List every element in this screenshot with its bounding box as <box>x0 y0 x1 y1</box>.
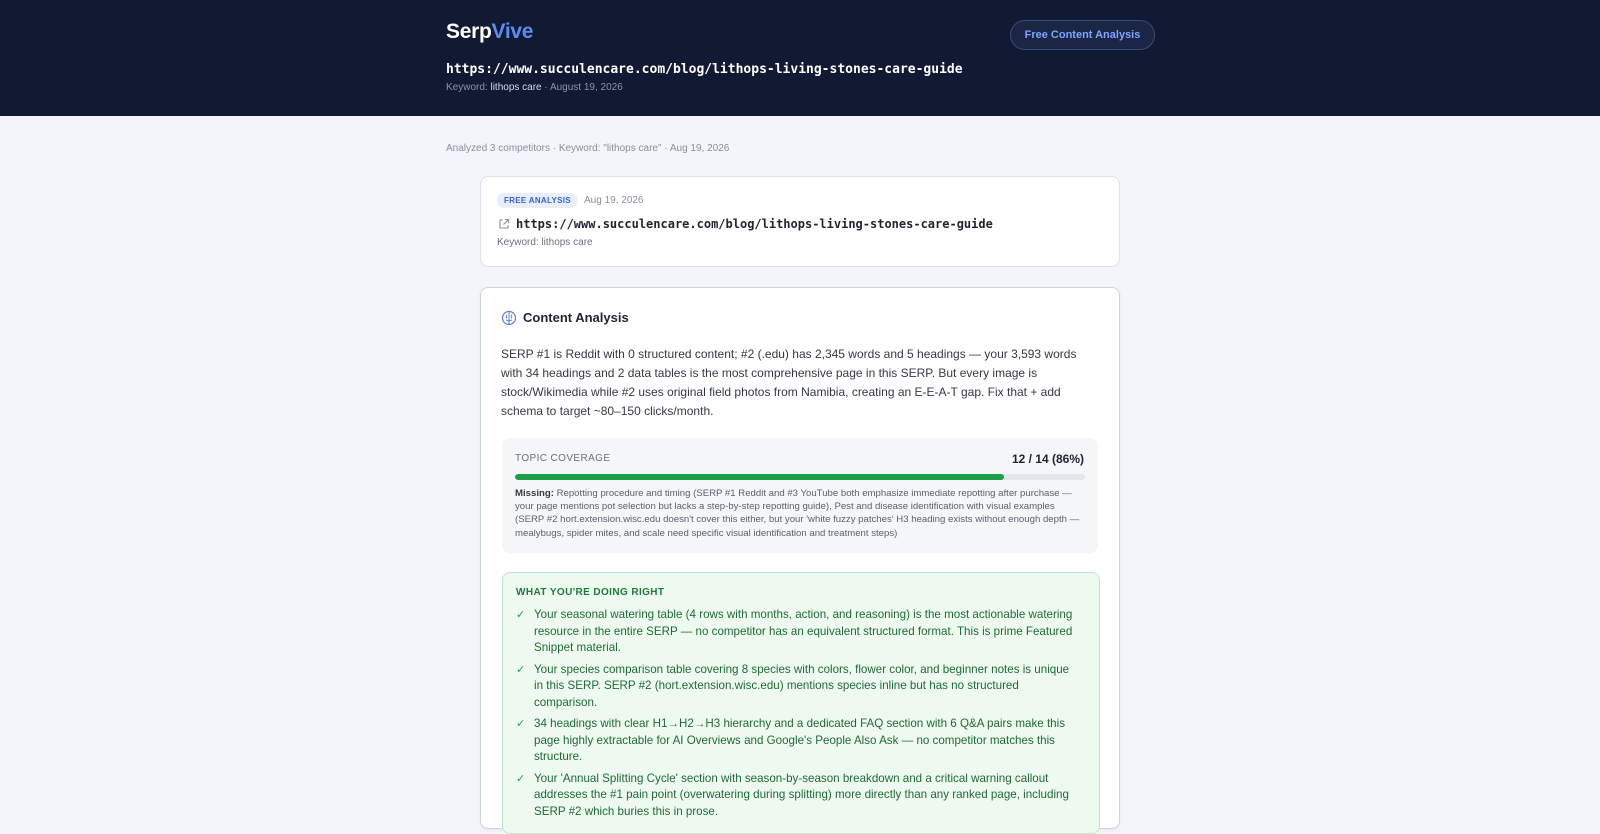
external-link-icon[interactable] <box>498 218 510 230</box>
logo-text-vive: Vive <box>491 20 534 43</box>
topic-coverage-score: 12 / 14 (86%) <box>1011 452 1084 466</box>
logo-text-serp: Serp <box>446 20 492 43</box>
doing-right-label: WHAT YOU'RE DOING RIGHT <box>516 587 665 598</box>
keyword-value: lithops care <box>490 82 542 93</box>
header-date: · August 19, 2026 <box>541 82 623 93</box>
content-analysis-summary: SERP #1 is Reddit with 0 structured content; #2 (.edu) has 2,345 words and 5 headings — your 3,593 words with 34 headings and 2 data tables is the most comprehensive page in this SERP. But every image is stock/Wikimedia while #2 uses original field photos from Namibia, creating an E-E-A-T gap. Fix that + add schema to target ~80–150 clicks/month. <box>501 347 1077 418</box>
missing-text: Repotting procedure and timing (SERP #1 Reddit and #3 YouTube both emphasize immediate repotting after purchase — your page mentions pot selection but lacks a step-by-step repotting guide), Pest and disease identification with visual examples (SERP #2 hort.extension.wisc.edu doesn't cover this either, but your 'white fuzzy patches' H3 heading exists without enough depth — mealybugs, spider mites, and scale need specific visual identification and treatment steps) <box>515 488 1080 539</box>
brain-icon <box>501 310 517 326</box>
list-item-text: Your 'Annual Splitting Cycle' section with season-by-season breakdown and a critical warning callout addresses the #1 pain point (overwatering during splitting) more directly than any ranked page, including SERP #2 which buries this in prose. <box>534 771 1069 818</box>
list-item <box>516 662 1081 712</box>
topic-coverage-label: TOPIC COVERAGE <box>515 453 611 464</box>
topic-coverage-bar <box>515 474 1085 480</box>
check-icon: ✓ <box>516 609 526 621</box>
page-url-link[interactable]: https://www.succulencare.com/blog/lithops-living-stones-care-guide <box>516 217 993 231</box>
doing-right-panel <box>502 572 1100 834</box>
logo[interactable] <box>446 20 533 44</box>
analysis-date: Aug 19, 2026 <box>584 195 644 206</box>
missing-topics <box>515 487 1085 540</box>
analysis-info-card <box>480 176 1120 267</box>
content-analysis-title: Content Analysis <box>523 310 629 325</box>
check-icon: ✓ <box>516 663 526 676</box>
doing-right-list <box>516 607 1081 825</box>
list-item-text: Your species comparison table covering 8 species with colors, flower color, and beginner notes is unique in this SERP. SERP #2 (hort.extension.wisc.edu) mentions species inline but has no structured comparison. <box>534 662 1070 709</box>
analysis-summary-line: Analyzed 3 competitors · Keyword: "lithops care" · Aug 19, 2026 <box>446 143 730 154</box>
content-analysis-card <box>480 287 1120 829</box>
free-content-analysis-button[interactable]: Free Content Analysis <box>1010 20 1155 50</box>
list-item <box>516 716 1081 766</box>
keyword-label: Keyword: <box>446 82 491 93</box>
list-item <box>516 607 1081 657</box>
check-icon: ✓ <box>516 772 526 785</box>
keyword-line: Keyword: lithops care <box>497 237 593 248</box>
free-analysis-badge: FREE ANALYSIS <box>497 193 578 208</box>
header-meta <box>446 82 623 93</box>
check-icon: ✓ <box>516 718 526 730</box>
topic-coverage-panel <box>502 438 1098 553</box>
list-item <box>516 771 1081 821</box>
list-item-text: 34 headings with clear H1→H2→H3 hierarchy and a dedicated FAQ section with 6 Q&A pairs make this page highly extractable for AI Overviews and Google's People Also Ask — no competitor matches this structure. <box>534 717 1066 763</box>
topic-coverage-bar-fill <box>515 474 1004 480</box>
analyzed-url: https://www.succulencare.com/blog/lithops-living-stones-care-guide <box>446 62 963 77</box>
missing-label: Missing: <box>515 488 554 499</box>
list-item-text: Your seasonal watering table (4 rows with months, action, and reasoning) is the most actionable watering resource in the entire SERP — no competitor has an equivalent structured format. This is prime Featured Snippet material. <box>534 608 1073 654</box>
top-header <box>0 0 1600 116</box>
